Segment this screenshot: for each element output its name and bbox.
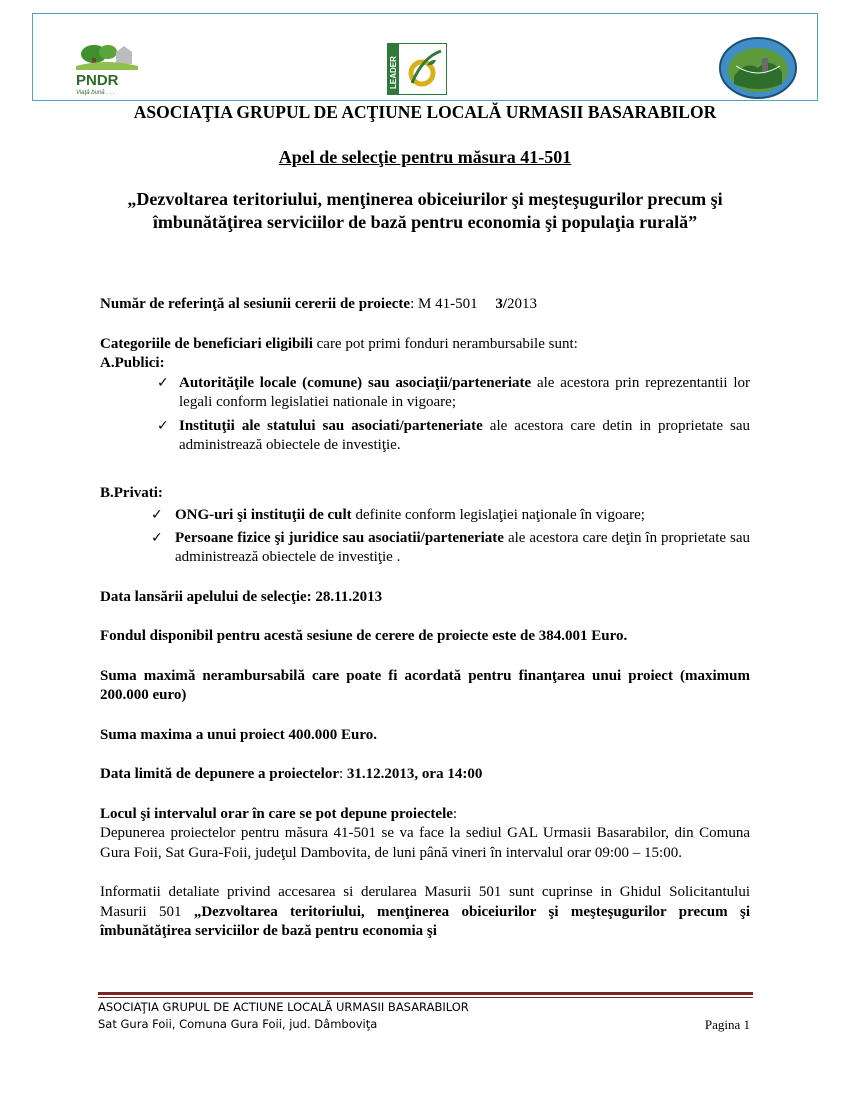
beneficiaries-intro bbox=[100, 335, 750, 355]
beneficiaries-intro-rest: care pot primi fonduri nerambursabile sunt: bbox=[312, 335, 578, 352]
reference-number: 3 bbox=[495, 296, 503, 312]
beneficiaries-intro-bold: Categoriile de beneficiari eligibili bbox=[100, 335, 313, 352]
list-item bbox=[100, 417, 750, 456]
list-item-bold: Instituţii ale statului sau asociati/parteneriate bbox=[179, 417, 483, 434]
list-item bbox=[100, 506, 750, 526]
gal-urmasii-basarabilor-logo bbox=[718, 36, 798, 100]
pndr-slogan: Viaţă bună . . . bbox=[76, 90, 115, 96]
list-item bbox=[100, 374, 750, 413]
reference-slash: / bbox=[502, 296, 507, 312]
details-bold: „Dezvoltarea teritoriului, menţinerea obiceiurilor şi meşteşugurilor precum şi îmbunătăţirea serviciilor de bază pentru economia şi bbox=[100, 903, 750, 939]
check-icon: ✓ bbox=[157, 417, 169, 434]
footer-address: Sat Gura Foii, Comuna Gura Foii, jud. Dâmboviţa bbox=[98, 1017, 378, 1031]
footer-divider bbox=[98, 992, 753, 998]
reference-prefix: : M 41-501 bbox=[410, 296, 482, 312]
list-item-text: ale acestora care deţin în proprietate sau administrează obiectele de investiţie . bbox=[175, 529, 750, 565]
document-body bbox=[100, 295, 750, 942]
check-icon: ✓ bbox=[151, 529, 163, 546]
available-fund: Fondul disponibil pentru acestă sesiune de cerere de proiecte este de 384.001 Euro. bbox=[100, 628, 628, 644]
check-icon: ✓ bbox=[151, 507, 163, 523]
deadline-value: 31.12.2013, ora 14:00 bbox=[346, 766, 483, 782]
list-item bbox=[100, 529, 750, 568]
submission-place-heading bbox=[100, 805, 750, 825]
leader-logo bbox=[387, 43, 447, 95]
list-item-text: ale acestora care detin in proprietate sau administrează obiectele de investiţie. bbox=[179, 417, 750, 453]
reference-line bbox=[100, 295, 750, 315]
organization-title: ASOCIAŢIA GRUPUL DE ACŢIUNE LOCALĂ URMASII BASARABILOR bbox=[133, 102, 717, 122]
max-grant: Suma maximă nerambursabilă care poate fi acordată pentru finanţarea unui proiect (maximum 200.000 euro) bbox=[100, 667, 750, 703]
place-heading-colon: : bbox=[452, 805, 458, 822]
list-item-text: ale acestora prin reprezentantii lor legali conform legislatiei nationale in vigoare; bbox=[179, 374, 750, 410]
deadline-line bbox=[100, 765, 750, 785]
page-number: Pagina 1 bbox=[704, 1017, 750, 1032]
deadline-label: Data limită de depunere a proiectelor bbox=[100, 766, 339, 782]
measure-name: „Dezvoltarea teritoriului, menţinerea obiceiurilor şi meşteşugurilor precum şi îmbunătăţirea serviciilor de bază pentru economia şi populaţia rurală” bbox=[127, 189, 723, 232]
call-title: Apel de selecţie pentru măsura 41-501 bbox=[278, 147, 572, 167]
submission-place-text: Depunerea proiectelor pentru măsura 41-501 se va face la sediul GAL Urmasii Basarabilor, din Comuna Gura Foii, Sat Gura-Foii, judeţul Dambovita, de luni până vineri în intervalul orar 09:00 – 15:00. bbox=[100, 825, 750, 861]
public-heading: A.Publici: bbox=[100, 355, 165, 371]
launch-date: Data lansării apelului de selecţie: 28.11.2013 bbox=[100, 588, 383, 605]
max-project-value: Suma maxima a unui proiect 400.000 Euro. bbox=[100, 726, 377, 743]
deadline-sep: : bbox=[339, 766, 347, 782]
list-item-text: definite conform legislaţiei naţionale în vigoare; bbox=[351, 507, 645, 523]
reference-year: 2013 bbox=[507, 296, 537, 312]
details-paragraph bbox=[100, 883, 750, 942]
pndr-logo-text: PNDR bbox=[76, 72, 119, 89]
list-item-bold: ONG-uri şi instituţii de cult bbox=[175, 507, 352, 523]
public-beneficiaries-list bbox=[100, 374, 750, 456]
list-item-bold: Persoane fizice şi juridice sau asociatii/parteneriate bbox=[175, 529, 504, 546]
leader-logo-text: LEADER bbox=[389, 56, 398, 89]
pndr-logo bbox=[72, 42, 140, 96]
place-heading-text: Locul şi intervalul orar în care se pot depune proiectele bbox=[100, 805, 453, 822]
check-icon: ✓ bbox=[157, 374, 169, 391]
private-beneficiaries-list bbox=[100, 506, 750, 568]
private-heading: B.Privati: bbox=[100, 484, 163, 501]
list-item-bold: Autorităţile locale (comune) sau asociaţii/parteneriate bbox=[179, 374, 532, 391]
footer-organization: ASOCIAŢIA GRUPUL DE ACTIUNE LOCALĂ URMASII BASARABILOR bbox=[98, 1000, 469, 1014]
details-text: Informatii detaliate privind accesarea si derularea Masurii 501 sunt cuprinse in Ghidul Solicitantului Masurii 501 bbox=[100, 884, 750, 920]
reference-label: Număr de referinţă al sesiunii cererii de proiecte bbox=[100, 296, 411, 312]
footer bbox=[98, 999, 750, 1033]
